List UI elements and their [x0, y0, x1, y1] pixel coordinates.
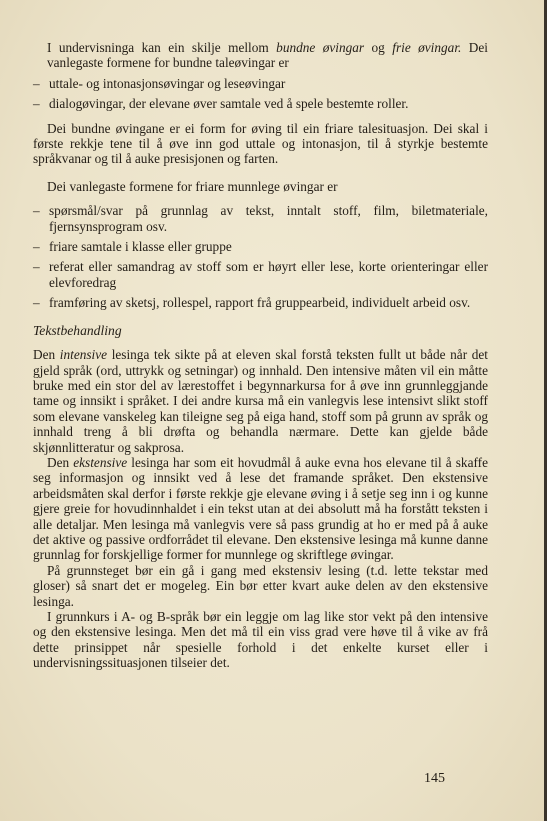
- paragraph-bundne: Dei bundne øvingane er ei form for øving til ein friare talesituasjon. Dei skal i første rekkje tene til å øve inn god uttale og intonasjon, til å styrkje bestemte språkvanar og til å auke presisjonen og farten.: [33, 120, 488, 167]
- list-item: – referat eller samandrag av stoff som er høyrt eller lese, korte orienteringar eller elevforedrag: [33, 259, 488, 290]
- intro-text-b: og: [364, 40, 393, 55]
- list-item: – friare samtale i klasse eller gruppe: [33, 239, 232, 255]
- list-item: – dialogøvingar, der elevane øver samtale ved å spele bestemte roller.: [33, 96, 409, 112]
- section-heading: Tekstbehandling: [33, 322, 122, 338]
- term-intensive: intensive: [59, 347, 108, 363]
- term-frie-ovingar: frie øvingar.: [392, 40, 462, 55]
- term-bundne-ovingar: bundne øvingar: [276, 40, 365, 55]
- paragraph-intensive: Den intensive lesinga tek sikte på at eleven skal forstå teksten fullt ut både når det gjeld språk (ord, uttrykk og setningar) og innhald. Den intensive måten vil ein måtte bruke med ein stor del av lærestoffet i begynnarkursa for å øve inn grunnleggjande tame og innsikt i språket. I dei andre kursa må ein vanlegvis lese intensivt slikt stoff som elevane vanskeleg kan tileigne seg på eiga hand, stoff som på grunn av språk og innhald treng å bli drøfta og behandla nærmare. Dette kan gjelde både skjønnlitteratur og sakprosa.: [33, 347, 488, 455]
- intro-text-c: Dei vanlegaste formene for bundne taleøvingar er: [47, 40, 488, 71]
- text-column: [33, 40, 488, 671]
- paragraph-grunnkurs: I grunnkurs i A- og B-språk bør ein leggje om lag like stor vekt på den intensive og den ekstensive lesinga. Men det må til ein viss grad vere høve til å vike av frå dette prinsippet når spesielle forhold i det enkelte kurset eller i undervisningssituasjonen tilseier det.: [33, 609, 488, 671]
- paragraph-ekstensive: Den ekstensive lesinga har som eit hovudmål å auke evna hos elevane til å skaffe seg informasjon og innsikt ved å lese det framande språket. Den ekstensive arbeidsmåten skal derfor i første rekkje gje elevane øving i å setje seg inn i og kunne gjere greie for hovudinnhaldet i ein tekst utan at dei absolutt må ha forstått teksten i alle detaljar. Men lesinga må vanlegvis vere så pass grundig at ho er med på å auke det aktive og passive ordforrådet til elevane. Den ekstensive lesinga må kunne danne grunnlag for forskjellige former for munnlege og skriftlege øvingar.: [33, 454, 488, 563]
- intro-text-a: I undervisninga kan ein skilje mellom: [47, 40, 277, 55]
- term-ekstensive: ekstensive: [73, 454, 128, 470]
- list-item: – spørsmål/svar på grunnlag av tekst, inntalt stoff, film, biletmateriale, fjernsynsprogram osv.: [33, 203, 488, 234]
- paragraph-grunnsteget: På grunnsteget bør ein gå i gang med ekstensiv lesing (t.d. lette tekstar med gloser) så snart det er mogeleg. Ein bør etter kvart auke delen av den ekstensive lesinga.: [33, 562, 488, 609]
- paragraph-friare: Dei vanlegaste formene for friare munnlege øvingar er: [47, 178, 338, 194]
- list-item: – uttale- og intonasjonsøvingar og leseøvingar: [33, 75, 286, 91]
- paragraph-intro: [33, 40, 488, 71]
- page-number: 145: [424, 771, 445, 786]
- list-item: – framføring av sketsj, rollespel, rapport frå gruppearbeid, individuelt arbeid osv.: [33, 295, 471, 311]
